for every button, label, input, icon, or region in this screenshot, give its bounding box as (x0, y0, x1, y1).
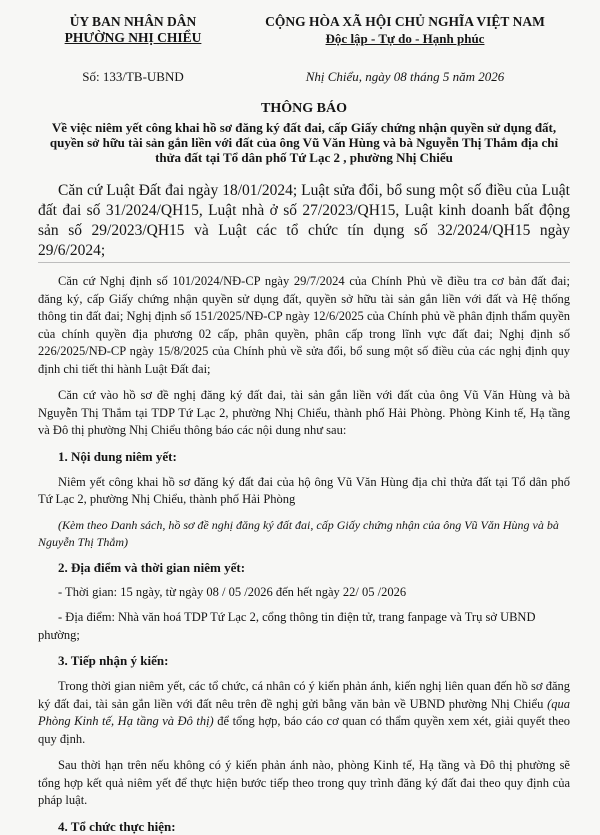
document-date: Nhị Chiểu, ngày 08 tháng 5 năm 2026 (305, 69, 505, 84)
document-meta (38, 69, 570, 85)
issuer-block (38, 14, 228, 46)
section-3-p1-text-b: để tổng hợp, báo cáo cơ quan có thẩm quyền xem xét, giải quyết theo quy định. (38, 714, 571, 746)
document-body (38, 264, 570, 835)
section-3-title: 3. Tiếp nhận ý kiến: (58, 653, 169, 668)
basis-decree: Căn cứ Nghị định số 101/2024/NĐ-CP ngày 29/7/2024 của Chính Phủ về điều tra cơ bản đất đai; đăng ký, cấp Giấy chứng nhận quyền sử dụng đất, quyền sở hữu tài sản gắn liền với đất và Hệ thống thông tin đất đai; Nghị định số 151/2025/NĐ-CP ngày 12/6/2025 của Chính phủ về phân định thẩm quyền của chính quyền địa phương 02 cấp, phân quyền, phân cấp trong lĩnh vực đất đai; Nghị định số 226/2025/NĐ-CP ngày 15/8/2025 của Chính phủ về sửa đổi, bổ sung một số điều của các nghị định quy định chi tiết thi hành Luật Đất đai; (38, 274, 570, 376)
document-title: THÔNG BÁO (261, 101, 347, 116)
document-number: Số: 133/TB-UBND (82, 69, 184, 84)
section-1-title: 1. Nội dung niêm yết: (58, 448, 177, 464)
document-subtitle: Về việc niêm yết công khai hồ sơ đăng ký đất đai, cấp Giấy chứng nhận quyền sử dụng đất, quyền sở hữu tài sản gắn liền với đất của ông Vũ Văn Hùng và bà Nguyễn Thị Thắm địa chỉ thửa đất tại Tổ dân phố Tứ Lạc 2 , phường Nhị Chiểu (49, 120, 559, 165)
divider (38, 262, 570, 263)
section-2-place: - Địa điểm: Nhà văn hoá TDP Tứ Lạc 2, cổng thông tin điện tử, trang fanpage và Trụ sở UBND phường; (38, 610, 536, 642)
national-title-block (240, 14, 570, 47)
section-3-p1-text-a: Trong thời gian niêm yết, các tổ chức, cá nhân có ý kiến phản ánh, kiến nghị liên quan đến hồ sơ đăng ký đất đai, tài sản gắn liền với đất nêu trên đề nghị gửi bằng văn bản về UBND phường Nhị Chiểu (38, 679, 570, 711)
national-title: CỘNG HÒA XÃ HỘI CHỦ NGHĨA VIỆT NAM (265, 14, 545, 29)
section-3-paragraph-1 (38, 678, 570, 748)
issuer-line1: ỦY BAN NHÂN DÂN (69, 14, 197, 29)
basis-dossier: Căn cứ vào hồ sơ đề nghị đăng ký đất đai, tài sản gắn liền với đất của ông Vũ Văn Hùng và bà Nguyễn Thị Thắm tại TDP Tứ Lạc 2, phường Nhị Chiểu, thành phố Hải Phòng. Phòng Kinh tế, Hạ tầng và Đô thị phường Nhị Chiểu thông báo các nội dung như sau: (38, 388, 570, 437)
national-motto: Độc lập - Tự do - Hạnh phúc (325, 31, 485, 46)
section-1-body: Niêm yết công khai hồ sơ đăng ký đất đai của hộ ông Vũ Văn Hùng địa chỉ thửa đất tại Tổ dân phố Tứ Lạc 2, phường Nhị Chiểu, thành phố Hải Phòng (38, 474, 570, 506)
document-header (38, 14, 570, 47)
section-3-paragraph-2: Sau thời hạn trên nếu không có ý kiến phản ánh nào, phòng Kinh tế, Hạ tầng và Đô thị phường sẽ tổng hợp kết quả niêm yết để thực hiện bước tiếp theo trong quy trình đăng ký đất đai theo quy định của pháp luật. (38, 758, 570, 807)
section-1-note: (Kèm theo Danh sách, hồ sơ đề nghị đăng ký đất đai, cấp Giấy chứng nhận của ông Vũ Văn Hùng và bà Nguyễn Thị Thắm) (38, 517, 559, 549)
section-3-p1-italic: (qua Phòng Kinh tế, Hạ tầng và Đô thị) (38, 696, 570, 728)
basis-law: Căn cứ Luật Đất đai ngày 18/01/2024; Luật sửa đổi, bổ sung một số điều của Luật đất đai số 31/2024/QH15, Luật nhà ở số 27/2023/QH15, Luật kinh doanh bất động sản số 29/2023/QH15 và Luật các tổ chức tín dụng số 32/2024/QH15 ngày 29/6/2024; (38, 182, 570, 259)
section-2-time: - Thời gian: 15 ngày, từ ngày 08 / 05 /2026 đến hết ngày 22/ 05 /2026 (58, 584, 407, 599)
section-4-title: 4. Tổ chức thực hiện: (58, 818, 176, 834)
section-2-title: 2. Địa điểm và thời gian niêm yết: (58, 559, 246, 575)
issuer-line2: PHƯỜNG NHỊ CHIỂU (64, 30, 202, 45)
